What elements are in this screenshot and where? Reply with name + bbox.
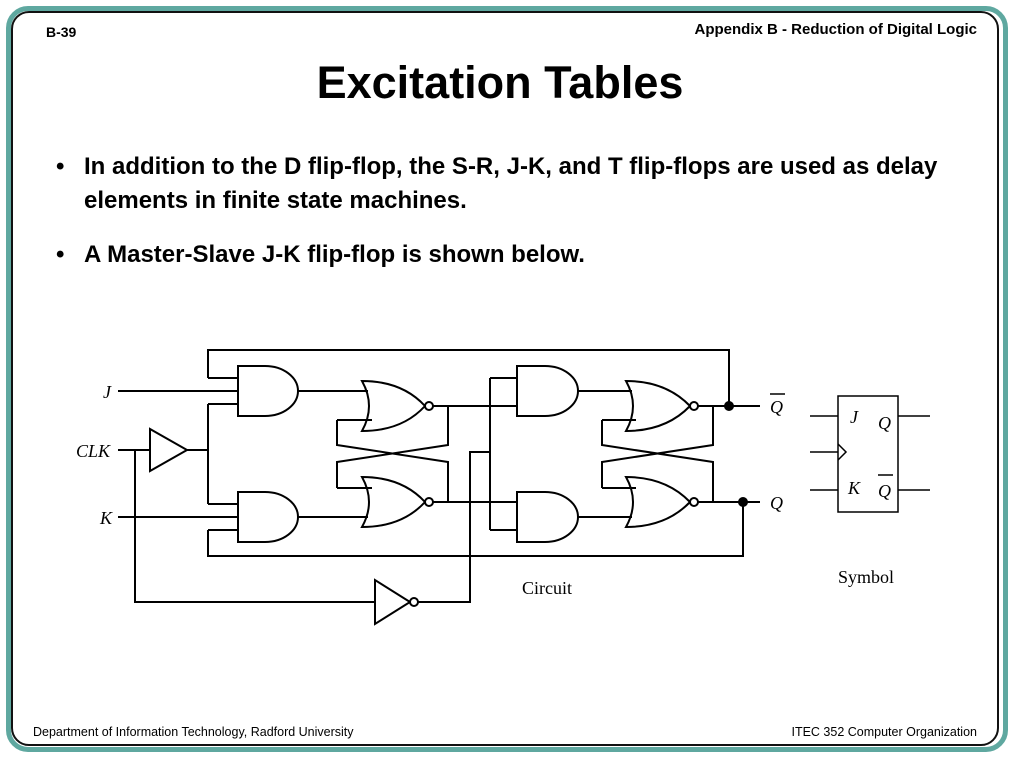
bullet-item: • A Master-Slave J-K flip-flop is shown below. xyxy=(56,238,986,272)
clock-inverter xyxy=(375,580,418,624)
footer-course: ITEC 352 Computer Organization xyxy=(791,725,977,739)
master-nor-gate-bottom xyxy=(362,477,433,527)
symbol-caption: Symbol xyxy=(838,567,895,587)
slave-and-gate-bottom xyxy=(517,492,578,542)
symbol-label-k: K xyxy=(848,478,861,498)
master-nor-gate-top xyxy=(362,381,433,431)
symbol-label-j: J xyxy=(850,407,858,427)
output-label-q-bar: Q xyxy=(770,397,783,417)
symbol-label-q-bar: Q xyxy=(878,481,891,501)
clock-buffer xyxy=(150,429,187,471)
header-subtitle: Appendix B - Reduction of Digital Logic xyxy=(694,21,977,38)
input-label-clk: CLK xyxy=(76,441,111,461)
junction-dot xyxy=(739,498,747,506)
flip-flop-symbol xyxy=(810,396,930,512)
slide-title: Excitation Tables xyxy=(316,57,684,108)
junction-dot xyxy=(725,402,733,410)
slave-and-gate-top xyxy=(517,366,578,416)
master-and-gate-bottom xyxy=(238,492,298,542)
master-and-gate-top xyxy=(238,366,298,416)
slave-nor-gate-top xyxy=(626,381,698,431)
input-label-k: K xyxy=(100,508,113,528)
circuit-caption: Circuit xyxy=(522,578,572,598)
output-label-q: Q xyxy=(770,493,783,513)
footer-department: Department of Information Technology, Radford University xyxy=(33,725,354,739)
bullet-item: • In addition to the D flip-flop, the S-R, J-K, and T flip-flops are used as delay elements in finite state machines. xyxy=(56,150,986,218)
input-label-j: J xyxy=(103,382,111,402)
slave-nor-gate-bottom xyxy=(626,477,698,527)
slide-number: B-39 xyxy=(46,24,77,40)
symbol-label-q: Q xyxy=(878,413,891,433)
